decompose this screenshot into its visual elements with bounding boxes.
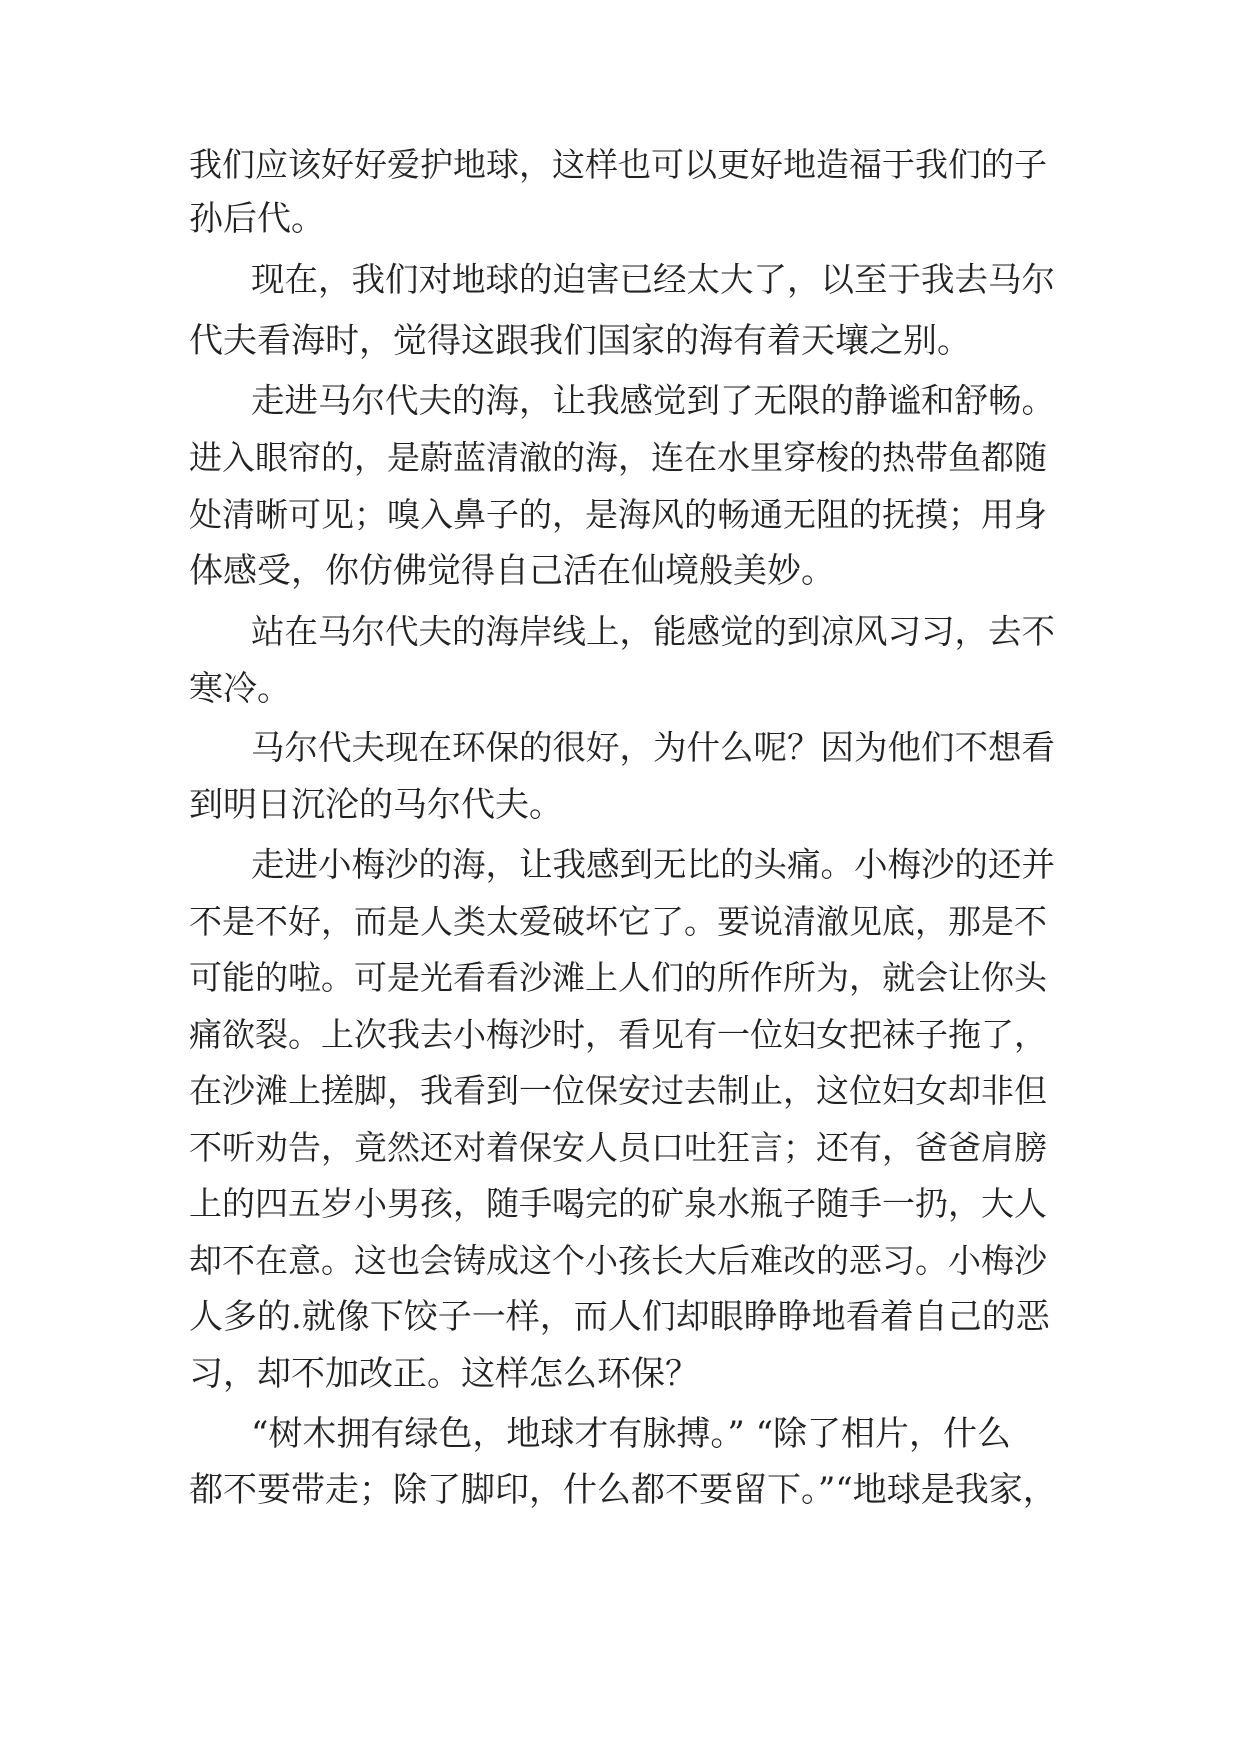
text-line: 却不在意。这也会铸成这个小孩长大后难改的恶习。小梅沙 <box>189 1241 1047 1280</box>
text-line: 不是不好，而是人类太爱破坏它了。要说清澈见底，那是不 <box>189 902 1047 941</box>
text-line: 到明日沉沦的马尔代夫。 <box>189 785 563 825</box>
text-line: 上的四五岁小男孩，随手喝完的矿泉水瓶子随手一扔，大人 <box>189 1184 1047 1223</box>
text-line: 痛欲裂。上次我去小梅沙时，看见有一位妇女把袜子拖了， <box>189 1015 1047 1054</box>
text-line: 站在马尔代夫的海岸线上，能感觉的到凉风习习，去不 <box>251 612 1055 651</box>
text-line: 走进小梅沙的海，让我感到无比的头痛。小梅沙的还并 <box>251 845 1055 884</box>
text-line: 处清晰可见；嗅入鼻子的，是海风的畅通无阻的抚摸；用身 <box>189 495 1047 534</box>
text-line: 都不要带走；除了脚印，什么都不要留下。”“地球是我家， <box>189 1470 1057 1510</box>
text-line: 孙后代。 <box>189 199 325 239</box>
text-line: 体感受，你仿佛觉得自己活在仙境般美妙。 <box>189 551 835 591</box>
text-line: 在沙滩上搓脚，我看到一位保安过去制止，这位妇女却非但 <box>189 1071 1047 1110</box>
text-line: 进入眼帘的，是蔚蓝清澈的海，连在水里穿梭的热带鱼都随 <box>189 438 1047 477</box>
text-line: 不听劝告，竟然还对着保安人员口吐狂言；还有，爸爸肩膀 <box>189 1128 1047 1167</box>
text-line: “树木拥有绿色，地球才有脉搏。” “除了相片，什么 <box>251 1414 1011 1454</box>
text-line: 走进马尔代夫的海，让我感觉到了无限的静谧和舒畅。 <box>251 381 1055 420</box>
text-line: 马尔代夫现在环保的很好，为什么呢？因为他们不想看 <box>251 728 1055 767</box>
text-line: 我们应该好好爱护地球，这样也可以更好地造福于我们的子 <box>189 145 1047 184</box>
text-line: 现在，我们对地球的迫害已经太大了，以至于我去马尔 <box>251 260 1055 299</box>
text-line: 代夫看海时，觉得这跟我们国家的海有着天壤之别。 <box>189 321 971 361</box>
document-page <box>189 135 1059 1635</box>
text-line: 寒冷。 <box>189 669 291 709</box>
text-line: 可能的啦。可是光看看沙滩上人们的所作所为，就会让你头 <box>189 958 1047 997</box>
text-line: 人多的.就像下饺子一样，而人们却眼睁睁地看着自己的恶 <box>189 1297 1050 1337</box>
text-line: 习，却不加改正。这样怎么环保？ <box>189 1354 699 1394</box>
